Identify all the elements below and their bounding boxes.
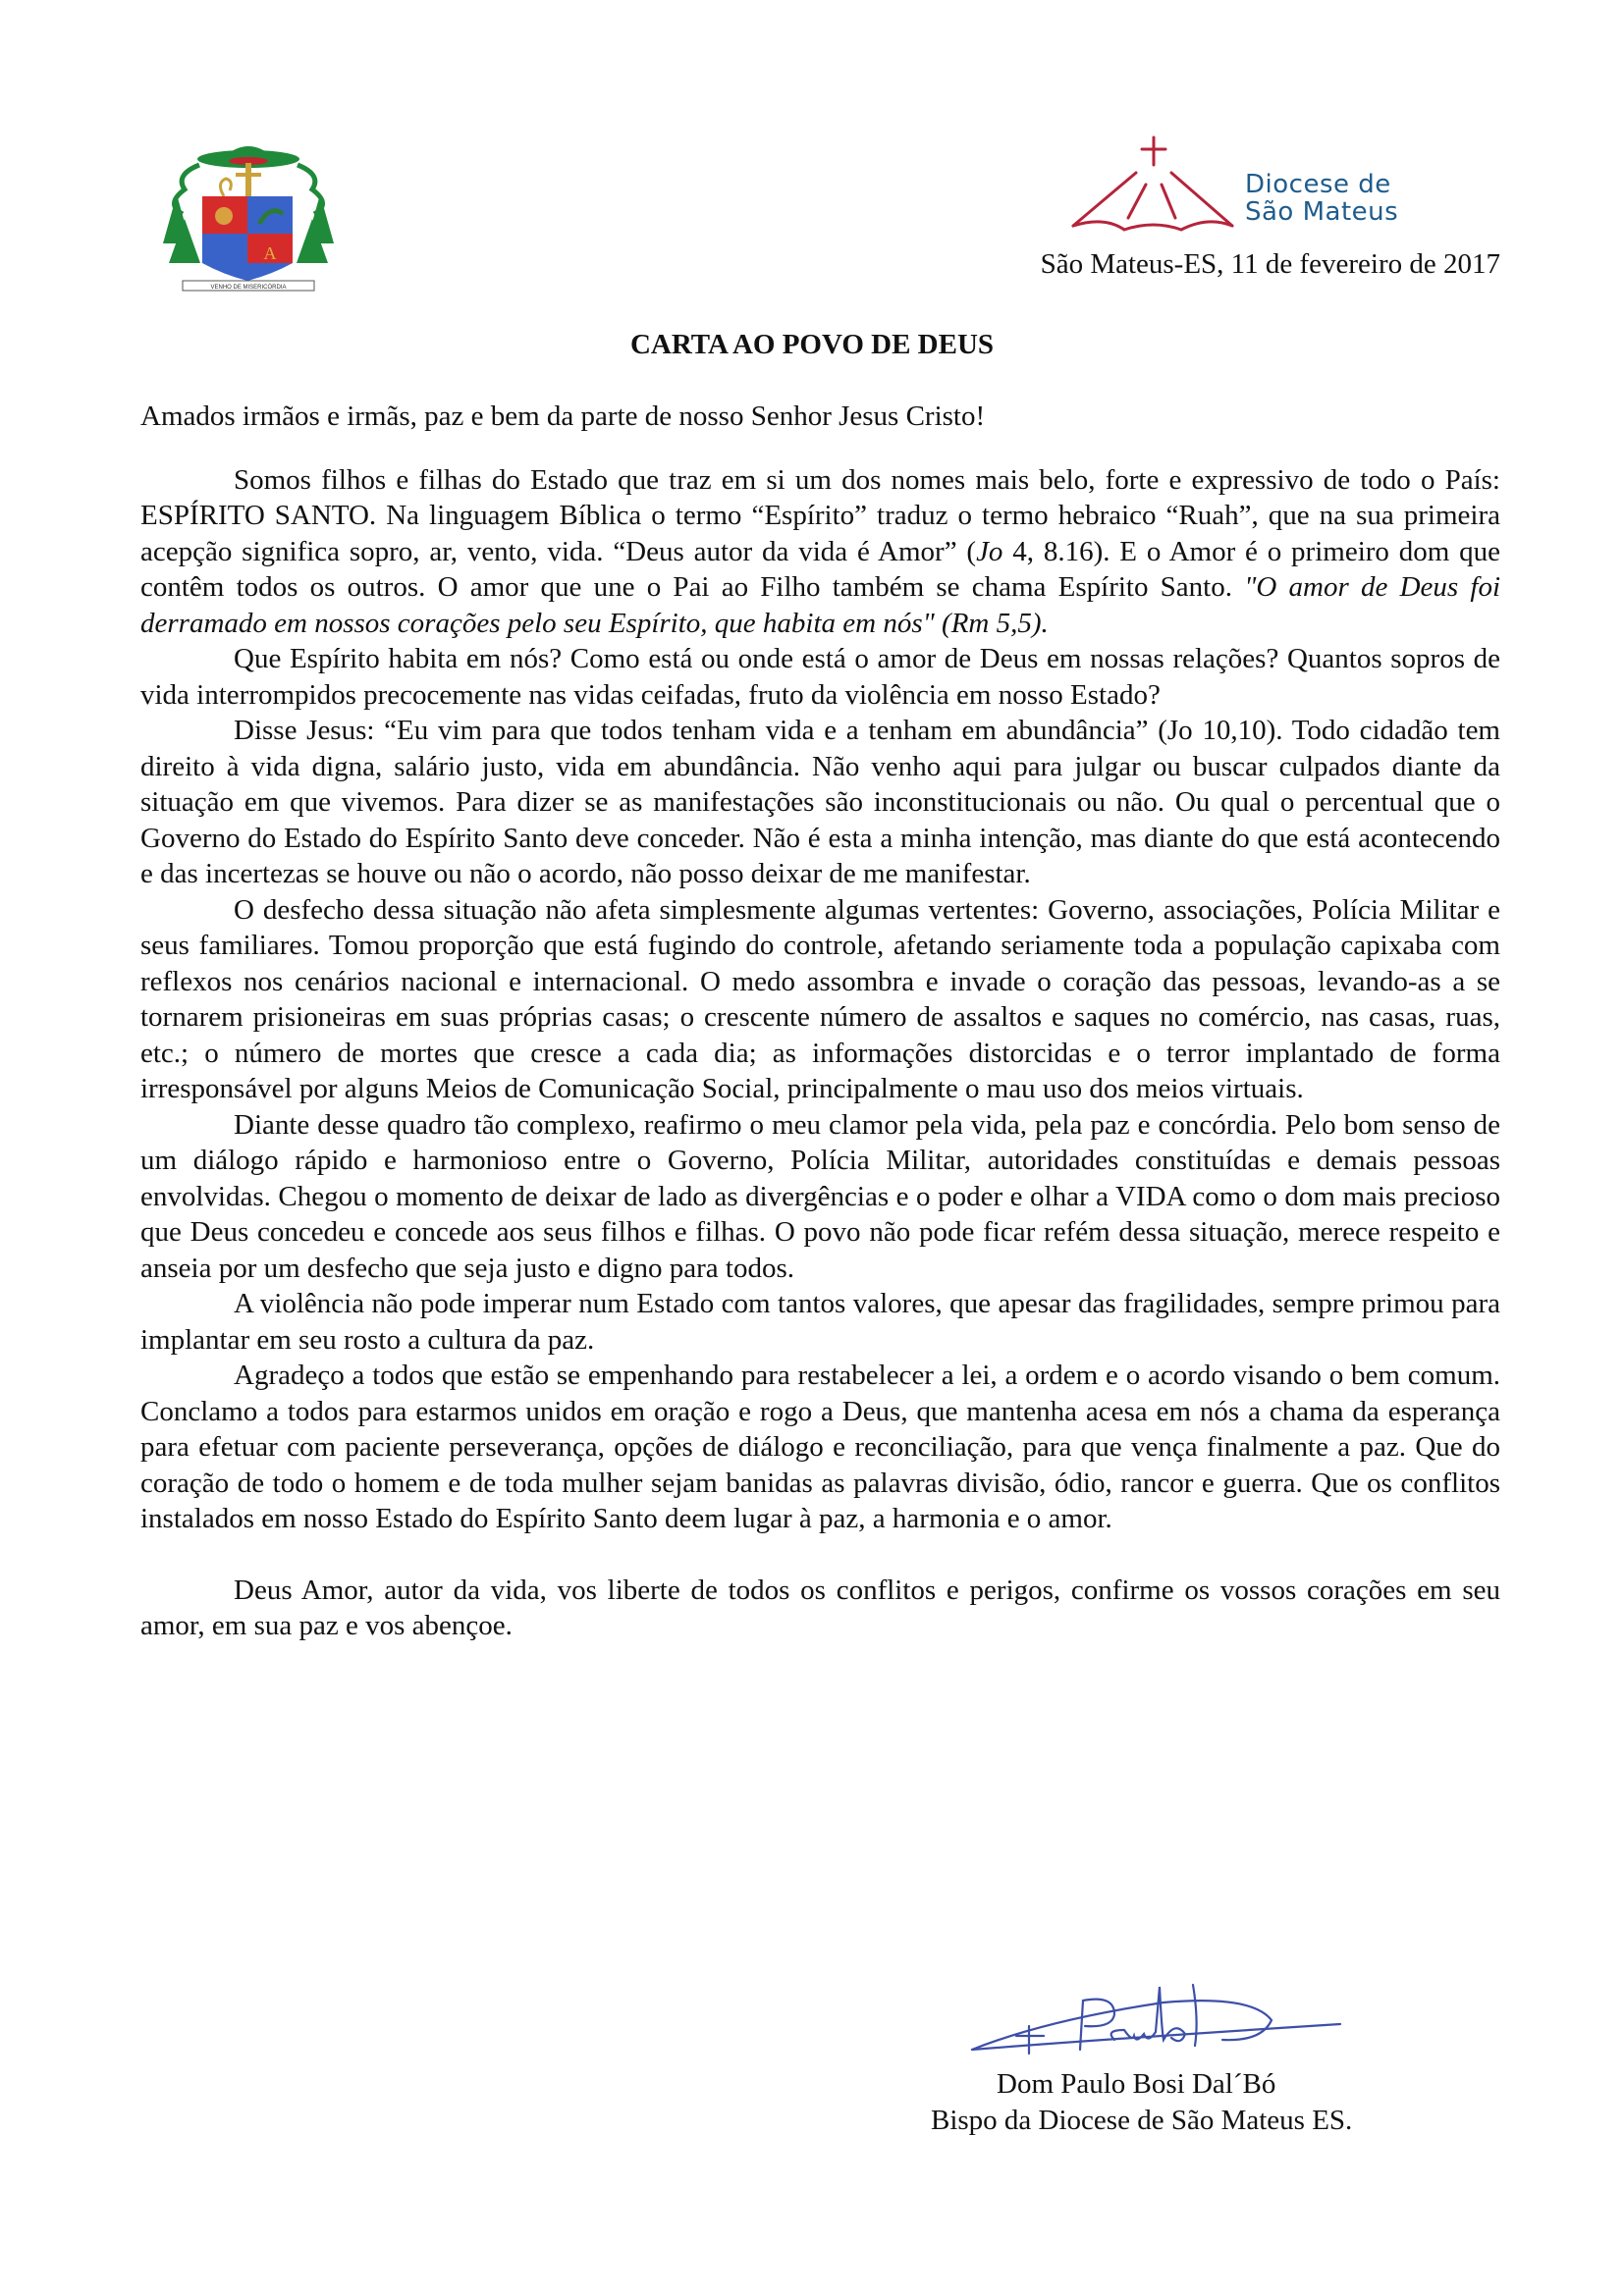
diocese-name [1245, 171, 1398, 226]
greeting: Amados irmãos e irmãs, paz e bem da parte de nosso Senhor Jesus Cristo! [140, 400, 986, 432]
signer-name: Dom Paulo Bosi Dal´Bó [997, 2068, 1276, 2100]
letter-title: CARTA AO POVO DE DEUS [629, 329, 995, 360]
handwritten-signature-icon [967, 1981, 1360, 2059]
diocese-name-line1: Diocese de [1245, 170, 1391, 199]
place-date: São Mateus-ES, 11 de fevereiro de 2017 [1040, 248, 1500, 280]
signer-role: Bispo da Diocese de São Mateus ES. [931, 2105, 1353, 2136]
bible-quote: "O amor de Deus foi derramado em nossos corações pelo seu Espírito, que habita em nós" (Rm 5,5). [140, 571, 1500, 639]
paragraph-5: Diante desse quadro tão complexo, reafirmo o meu clamor pela vida, pela paz e concórdia. Pelo bom senso de um diálogo rápido e harmonioso entre o Governo, Polícia Militar, autoridades constituídas e demais pessoas envolvidas. Chegou o momento de deixar de lado as divergências e o poder e olhar a VIDA como o dom mais precioso que Deus concedeu e concede aos seus filhos e filhas. O povo não pode ficar refém dessa situação, merece respeito e anseia por um desfecho que seja justo e digno para todos. [140, 1108, 1500, 1284]
svg-text:VENHO DE MISERICÓRDIA: VENHO DE MISERICÓRDIA [210, 285, 287, 291]
coat-of-arms-icon [155, 135, 342, 293]
paragraph-1: Somos filhos e filhas do Estado que traz em si um dos nomes mais belo, forte e expressivo de todo o País: ESPÍRITO SANTO. Na linguagem Bíblica o termo “Espírito” traduz o termo hebraico “Ruah”, que na sua primeira acepção significa sopro, ar, vento, vida. “Deus autor da vida é Amor” (Jo 4, 8.16). E o Amor é o primeiro dom que contêm todos os outros. O amor que une o Pai ao Filho também se chama Espírito Santo. "O amor de Deus foi derramado em nossos corações pelo seu Espírito, que habita em nós" (Rm 5,5). [140, 463, 1500, 639]
paragraph-7: Agradeço a todos que estão se empenhando para restabelecer a lei, a ordem e o acordo visando o bem comum. Conclamo a todos para estarmos unidos em oração e rogo a Deus, que mantenha acesa em nós a chama da esperança para efetuar com paciente perseverança, opções de diálogo e reconciliação, para que vença finalmente a paz. Que do coração de todo o homem e de toda mulher sejam banidas as palavras divisão, ódio, rancor e guerra. Que os conflitos instalados em nosso Estado do Espírito Santo deem lugar à paz, a harmonia e o amor. [140, 1360, 1500, 1534]
svg-text:A: A [263, 243, 277, 263]
diocese-name-line2: São Mateus [1245, 197, 1399, 227]
cross-tent-icon [1065, 135, 1242, 234]
paragraph-2: Que Espírito habita em nós? Como está ou onde está o amor de Deus em nossas relações? Quantos sopros de vida interrompidos precocemente nas vidas ceifadas, fruto da violência em nosso Estado? [140, 643, 1500, 711]
paragraph-4: O desfecho dessa situação não afeta simplesmente algumas vertentes: Governo, associações, Polícia Militar e seus familiares. Tomou proporção que está fugindo do controle, afetando seriamente toda a população capixaba com reflexos nos cenários nacional e internacional. O medo assombra e invade o coração das pessoas, levando-as a se tornarem prisioneiras em suas próprias casas; o crescente número de assaltos e saques no comércio, nas casas, ruas, etc.; o número de mortes que cresce a cada dia; as informações distorcidas e o terror implantado de forma irresponsável por alguns Meios de Comunicação Social, principalmente o mau uso dos meios virtuais. [140, 893, 1500, 1104]
paragraph-6: A violência não pode imperar num Estado com tantos valores, que apesar das fragilidades, sempre primou para implantar em seu rosto a cultura da paz. [140, 1288, 1500, 1356]
paragraph-blessing: Deus Amor, autor da vida, vos liberte de todos os conflitos e perigos, confirme os vossos corações em seu amor, em sua paz e vos abençoe. [140, 1574, 1500, 1641]
letter-body [140, 399, 1500, 1644]
paragraph-3: Disse Jesus: “Eu vim para que todos tenham vida e a tenham em abundância” (Jo 10,10). Todo cidadão tem direito à vida digna, salário justo, vida em abundância. Não venho aqui para julgar ou buscar culpados diante da situação em que vivemos. Para dizer se as manifestações são inconstitucionais ou não. Ou qual o percentual que o Governo do Estado do Espírito Santo deve conceder. Não é esta a minha intenção, mas diante do que está acontecendo e das incertezas se houve ou não o acordo, não posso deixar de me manifestar. [140, 715, 1500, 889]
